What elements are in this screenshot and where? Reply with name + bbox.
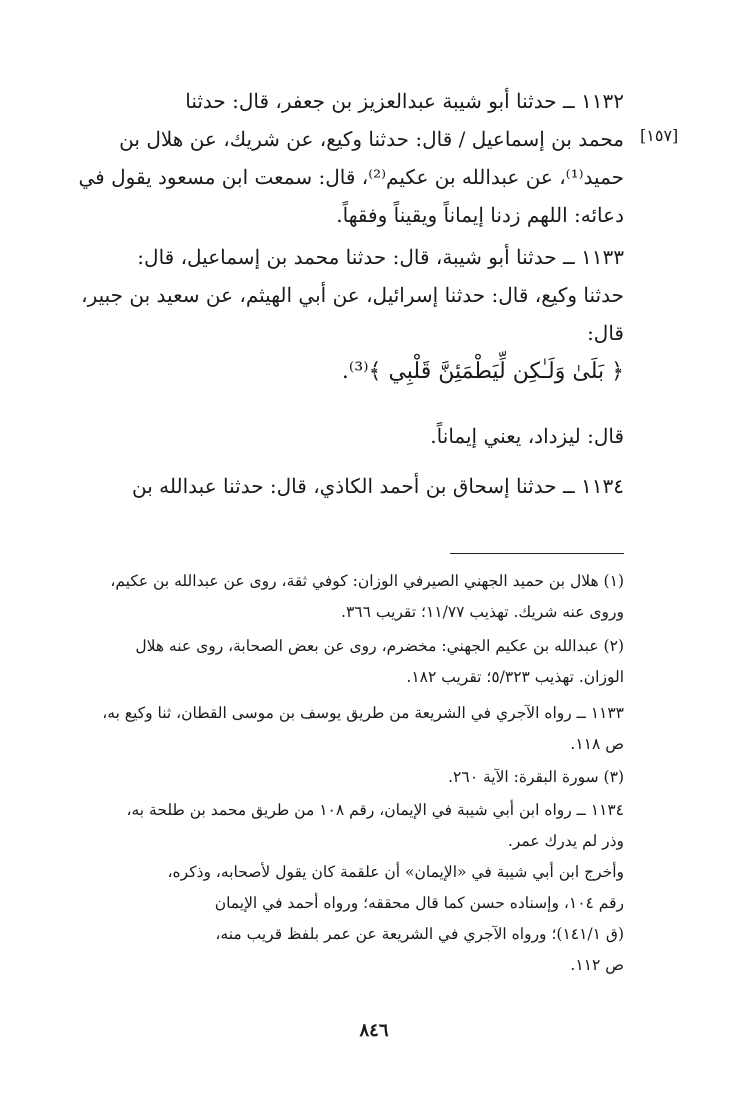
- footnote-3: [78, 762, 624, 793]
- note-1134: [78, 795, 624, 981]
- note-1134-line-4: رقم ١٠٤، وإسناده حسن كما قال محققه؛ ورواه أحمد في الإيمان: [214, 894, 624, 912]
- hadith-1132-line-3: حميد⁽¹⁾، عن عبدالله بن عكيم⁽²⁾، قال: سمعت ابن مسعود يقول في: [78, 165, 624, 189]
- note-1134-line-3: وأخرج ابن أبي شيبة في «الإيمان» أن علقمة كان يقول لأصحابه، وذكره،: [167, 863, 624, 881]
- footnote-divider: [450, 553, 624, 554]
- hadith-1134: [78, 467, 624, 505]
- hadith-1132-line-2: محمد بن إسماعيل / قال: حدثنا وكيع، عن شريك، عن هلال بن: [119, 127, 624, 151]
- hadith-1133-line-2: حدثنا وكيع، قال: حدثنا إسرائيل، عن أبي الهيثم، عن سعيد بن جبير،: [81, 283, 624, 307]
- hadith-1134-line-1: ١١٣٤ ــ حدثنا إسحاق بن أحمد الكاذي، قال: حدثنا عبدالله بن: [132, 474, 624, 498]
- footnote-1-line-2: وروى عنه شريك. تهذيب ١١/٧٧؛ تقريب ٣٦٦.: [341, 603, 624, 621]
- hadith-1133-explanation: [78, 417, 624, 455]
- page-number: ٨٤٦: [359, 1020, 389, 1041]
- explanation-line: قال: ليزداد، يعني إيماناً.: [430, 424, 624, 448]
- note-1133-line-1: ١١٣٣ ــ رواه الآجري في الشريعة من طريق يوسف بن موسى القطان، ثنا وكيع به،: [102, 704, 624, 722]
- margin-reference: [١٥٧]: [640, 126, 679, 145]
- hadith-1132-line-4: دعائه: اللهم زدنا إيماناً ويقيناً وفقهاً.: [336, 203, 624, 227]
- note-1134-line-2: وذر لم يدرك عمر.: [507, 832, 624, 850]
- note-1133: [78, 698, 624, 760]
- note-1134-line-6: ص ١١٢.: [570, 956, 624, 974]
- hadith-1133-line-3: قال:: [587, 321, 624, 345]
- hadith-1132: [78, 82, 624, 234]
- footnote-1: [78, 566, 624, 628]
- hadith-1133: [78, 238, 624, 352]
- footnote-2-line-1: (٢) عبدالله بن عكيم الجهني: مخضرم، روى عن بعض الصحابة، روى عنه هلال: [135, 637, 624, 655]
- hadith-1132-line-1: ١١٣٢ ــ حدثنا أبو شيبة عبدالعزيز بن جعفر، قال: حدثنا: [185, 89, 624, 113]
- quran-verse: ﴿ بَلَىٰ وَلَـٰكِن لِّيَطْمَئِنَّ قَلْبِي ﴾⁽³⁾.: [341, 359, 624, 384]
- footnote-3-line-1: (٣) سورة البقرة: الآية ٢٦٠.: [448, 768, 624, 786]
- note-1134-line-1: ١١٣٤ ــ رواه ابن أبي شيبة في الإيمان، رقم ١٠٨ من طريق محمد بن طلحة به،: [126, 801, 624, 819]
- footnote-2-line-2: الوزان. تهذيب ٥/٣٢٣؛ تقريب ١٨٢.: [406, 668, 624, 686]
- footnote-1-line-1: (١) هلال بن حميد الجهني الصيرفي الوزان: كوفي ثقة، روى عن عبدالله بن عكيم،: [110, 572, 624, 590]
- footnote-2: [78, 631, 624, 693]
- note-1134-line-5: (ق ١٤١/١)؛ ورواه الآجري في الشريعة عن عمر بلفظ قريب منه،: [215, 925, 624, 943]
- hadith-1133-line-1: ١١٣٣ ــ حدثنا أبو شيبة، قال: حدثنا محمد بن إسماعيل، قال:: [137, 245, 624, 269]
- note-1133-line-2: ص ١١٨.: [570, 735, 624, 753]
